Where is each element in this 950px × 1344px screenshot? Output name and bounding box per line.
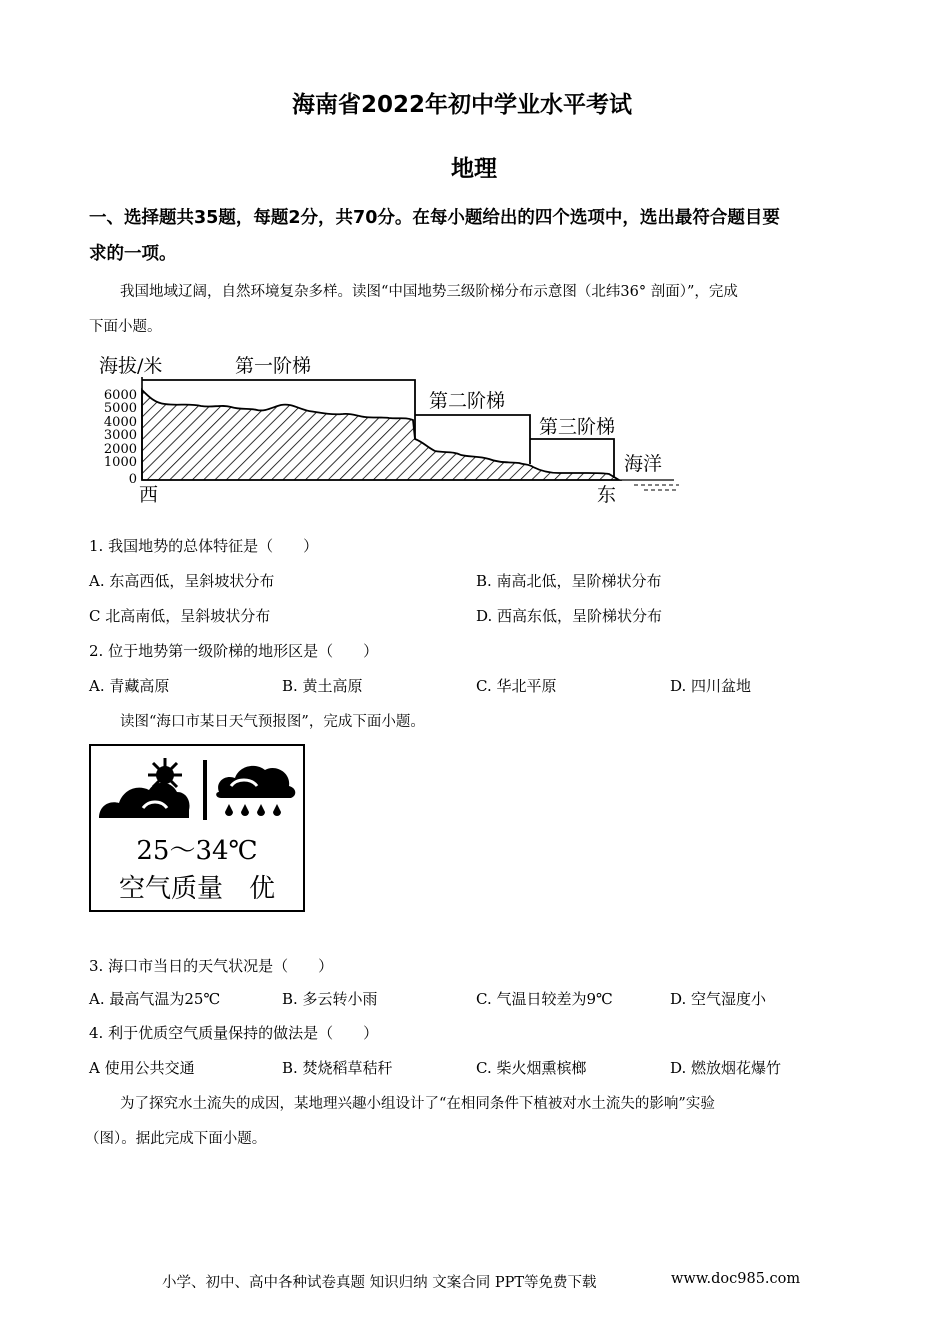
question-3-option-d: D. 空气湿度小: [670, 990, 767, 1008]
question-1-option-d: D. 西高东低，呈阶梯状分布: [476, 607, 663, 625]
intro-paragraph-1: 我国地域辽阔，自然环境复杂多样。读图“中国地势三级阶梯分布示意图（北纬36° 剖面）”，完成: [120, 284, 738, 300]
step2-label: 第二阶梯: [429, 390, 506, 412]
ocean-label: 海洋: [624, 453, 663, 475]
weather-forecast-figure: [89, 744, 305, 912]
question-1-option-a: A. 东高西低，呈斜坡状分布: [89, 572, 275, 590]
question-2-option-c: C. 华北平原: [476, 677, 557, 695]
intro-paragraph-3-cont: （图）。据此完成下面小题。: [85, 1131, 267, 1147]
question-2-stem: 2. 位于地势第一级阶梯的地形区是（ ）: [89, 642, 379, 660]
question-1-option-b: B. 南高北低，呈阶梯状分布: [476, 572, 662, 590]
question-4-option-d: D. 燃放烟花爆竹: [670, 1059, 782, 1077]
y-tick: 5000: [103, 401, 137, 416]
question-1-option-c: C 北高南低，呈斜坡状分布: [89, 607, 271, 625]
east-label: 东: [597, 484, 617, 506]
y-tick: 3000: [103, 428, 137, 443]
question-4-option-a: A 使用公共交通: [89, 1059, 195, 1077]
y-tick: 0: [128, 472, 137, 487]
intro-paragraph-3: 为了探究水土流失的成因，某地理兴趣小组设计了“在相同条件下植被对水土流失的影响”实验: [120, 1096, 715, 1112]
question-3-stem: 3. 海口市当日的天气状况是（ ）: [89, 957, 334, 975]
subject-title: 地理: [451, 156, 497, 182]
forecast-temperature: 25～34℃: [136, 836, 258, 866]
y-tick: 4000: [103, 415, 137, 430]
question-3-option-b: B. 多云转小雨: [282, 990, 378, 1008]
forecast-air-quality: 空气质量 优: [118, 874, 275, 904]
exam-title: 海南省2022年初中学业水平考试: [292, 92, 633, 118]
west-label: 西: [139, 484, 159, 506]
question-2-option-d: D. 四川盆地: [670, 677, 752, 695]
rain-icon: [216, 766, 295, 816]
question-2-option-b: B. 黄土高原: [282, 677, 363, 695]
question-2-option-a: A. 青藏高原: [89, 677, 170, 695]
question-3-option-c: C. 气温日较差为9℃: [476, 990, 613, 1008]
question-1-stem: 1. 我国地势的总体特征是（ ）: [89, 537, 319, 555]
section-heading: 一、选择题共35题，每题2分，共70分。在每小题给出的四个选项中，选出最符合题目要: [89, 208, 780, 228]
cloudy-to-sunny-icon: [99, 758, 190, 818]
intro-paragraph-1-cont: 下面小题。: [89, 319, 162, 335]
section-heading-cont: 求的一项。: [89, 244, 177, 264]
question-4-option-c: C. 柴火烟熏槟榔: [476, 1059, 587, 1077]
question-4-stem: 4. 利于优质空气质量保持的做法是（ ）: [89, 1024, 379, 1042]
y-axis-label: 海拔/米: [99, 355, 163, 377]
intro-paragraph-2: 读图“海口市某日天气预报图”，完成下面小题。: [120, 714, 425, 730]
step1-label: 第一阶梯: [235, 355, 312, 377]
footer-text: 小学、初中、高中各种试卷真题 知识归纳 文案合同 PPT等免费下载: [162, 1275, 597, 1291]
footer-url[interactable]: www.doc985.com: [671, 1271, 801, 1287]
y-tick: 2000: [103, 442, 137, 457]
question-3-option-a: A. 最高气温为25℃: [89, 990, 221, 1008]
question-4-option-b: B. 焚烧稻草秸秆: [282, 1059, 393, 1077]
terrain-profile-figure: [89, 345, 689, 507]
y-tick: 1000: [103, 455, 137, 470]
y-tick: 6000: [103, 388, 137, 403]
step3-label: 第三阶梯: [539, 416, 616, 438]
